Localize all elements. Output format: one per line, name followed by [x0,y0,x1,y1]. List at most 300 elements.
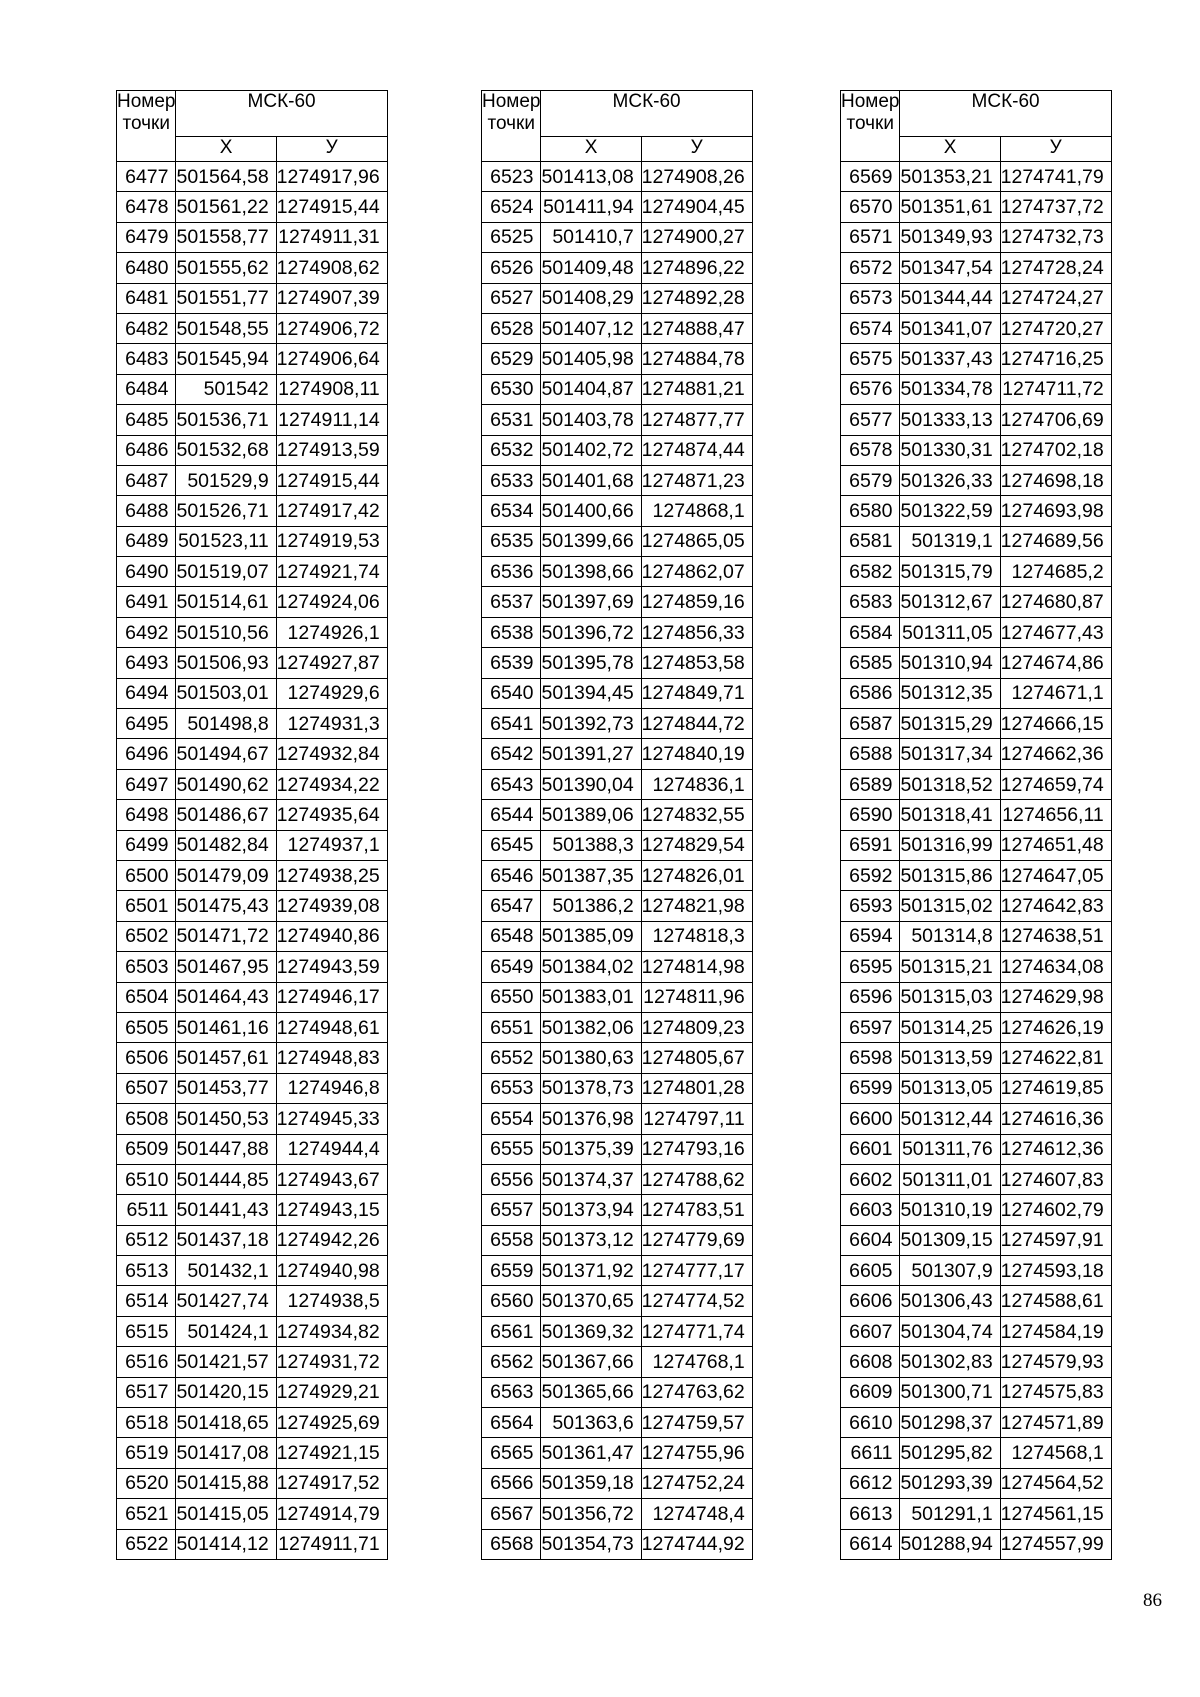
point-number-cell: 6572 [841,253,900,283]
table-row [841,587,1112,617]
y-cell: 1274829,54 [641,830,752,860]
y-cell: 1274755,96 [641,1438,752,1468]
point-number-cell: 6545 [482,830,541,860]
table-row [117,952,388,982]
x-cell: 501311,01 [900,1164,1000,1194]
point-number-cell: 6597 [841,1012,900,1042]
table-row [482,1256,753,1286]
x-cell: 501432,1 [176,1256,276,1286]
table-body [117,162,388,1560]
x-cell: 501551,77 [176,283,276,313]
point-number-cell: 6607 [841,1316,900,1346]
table-row [482,982,753,1012]
point-number-cell: 6483 [117,344,176,374]
y-cell: 1274768,1 [641,1347,752,1377]
table-row [841,1347,1112,1377]
y-cell: 1274877,77 [641,405,752,435]
table-row [117,1012,388,1042]
x-cell: 501408,29 [541,283,641,313]
point-number-cell: 6532 [482,435,541,465]
x-cell: 501461,16 [176,1012,276,1042]
x-cell: 501306,43 [900,1286,1000,1316]
y-cell: 1274579,93 [1000,1347,1111,1377]
x-cell: 501373,12 [541,1225,641,1255]
table-row [841,830,1112,860]
y-cell: 1274571,89 [1000,1408,1111,1438]
x-cell: 501386,2 [541,891,641,921]
point-number-cell: 6515 [117,1316,176,1346]
x-cell: 501548,55 [176,313,276,343]
table-row [117,1134,388,1164]
y-cell: 1274944,4 [276,1134,387,1164]
x-cell: 501295,82 [900,1438,1000,1468]
table-row [841,860,1112,890]
y-cell: 1274626,19 [1000,1012,1111,1042]
table-row [117,1043,388,1073]
table-row [117,1073,388,1103]
table-row [482,283,753,313]
table-row [117,648,388,678]
y-cell: 1274911,31 [276,222,387,252]
y-cell: 1274622,81 [1000,1043,1111,1073]
y-cell: 1274917,42 [276,496,387,526]
y-cell: 1274671,1 [1000,678,1111,708]
y-cell: 1274674,86 [1000,648,1111,678]
x-cell: 501427,74 [176,1286,276,1316]
x-cell: 501315,21 [900,952,1000,982]
point-number-cell: 6477 [117,162,176,192]
x-cell: 501304,74 [900,1316,1000,1346]
y-cell: 1274602,79 [1000,1195,1111,1225]
y-cell: 1274685,2 [1000,557,1111,587]
x-cell: 501310,94 [900,648,1000,678]
x-cell: 501503,01 [176,678,276,708]
coordinate-table-3 [840,90,1112,1560]
table-row [841,1408,1112,1438]
x-cell: 501314,8 [900,921,1000,951]
table-row [841,1377,1112,1407]
table-row [117,253,388,283]
table-row [482,313,753,343]
point-number-cell: 6530 [482,374,541,404]
x-cell: 501318,52 [900,769,1000,799]
x-cell: 501391,27 [541,739,641,769]
x-cell: 501420,15 [176,1377,276,1407]
x-cell: 501453,77 [176,1073,276,1103]
table-row [117,617,388,647]
y-cell: 1274926,1 [276,617,387,647]
point-number-cell: 6560 [482,1286,541,1316]
x-cell: 501526,71 [176,496,276,526]
point-number-cell: 6500 [117,860,176,890]
coord-system-header: МСК-60 [900,91,1111,137]
table-row [482,587,753,617]
table-row [117,800,388,830]
table-row [117,496,388,526]
table-row [841,283,1112,313]
x-cell: 501514,61 [176,587,276,617]
y-cell: 1274943,67 [276,1164,387,1194]
table-row [841,1225,1112,1255]
table-row [117,982,388,1012]
y-cell: 1274938,5 [276,1286,387,1316]
point-number-cell: 6513 [117,1256,176,1286]
y-cell: 1274948,83 [276,1043,387,1073]
x-cell: 501401,68 [541,465,641,495]
point-number-cell: 6486 [117,435,176,465]
x-cell: 501367,66 [541,1347,641,1377]
table-row [482,1073,753,1103]
table-row [117,1499,388,1529]
x-cell: 501415,88 [176,1468,276,1498]
x-cell: 501396,72 [541,617,641,647]
table-row [841,1073,1112,1103]
x-cell: 501300,71 [900,1377,1000,1407]
point-number-cell: 6479 [117,222,176,252]
x-cell: 501291,1 [900,1499,1000,1529]
point-number-cell: 6506 [117,1043,176,1073]
y-cell: 1274943,59 [276,952,387,982]
y-cell: 1274865,05 [641,526,752,556]
x-cell: 501318,41 [900,800,1000,830]
y-cell: 1274711,72 [1000,374,1111,404]
x-cell: 501450,53 [176,1104,276,1134]
table-row [482,739,753,769]
table-row [117,891,388,921]
table-row [482,435,753,465]
x-cell: 501310,19 [900,1195,1000,1225]
x-header: Х [176,137,276,162]
table-row [482,648,753,678]
point-number-cell: 6562 [482,1347,541,1377]
table-row [482,1104,753,1134]
coord-system-header: МСК-60 [176,91,387,137]
x-cell: 501365,66 [541,1377,641,1407]
table-row [117,222,388,252]
table-row [482,952,753,982]
table-row [482,1347,753,1377]
y-cell: 1274939,08 [276,891,387,921]
y-cell: 1274931,72 [276,1347,387,1377]
y-cell: 1274938,25 [276,860,387,890]
table-row [482,1164,753,1194]
point-number-cell: 6496 [117,739,176,769]
y-cell: 1274917,96 [276,162,387,192]
point-number-cell: 6519 [117,1438,176,1468]
point-number-cell: 6595 [841,952,900,982]
point-number-cell: 6494 [117,678,176,708]
point-number-cell: 6499 [117,830,176,860]
point-number-cell: 6509 [117,1134,176,1164]
x-cell: 501375,39 [541,1134,641,1164]
table-row [117,557,388,587]
table-row [841,374,1112,404]
y-cell: 1274724,27 [1000,283,1111,313]
point-number-cell: 6559 [482,1256,541,1286]
point-number-cell: 6504 [117,982,176,1012]
y-cell: 1274853,58 [641,648,752,678]
point-number-cell: 6508 [117,1104,176,1134]
table-row [117,313,388,343]
table-row [482,1377,753,1407]
x-cell: 501298,37 [900,1408,1000,1438]
y-cell: 1274642,83 [1000,891,1111,921]
table-row [841,617,1112,647]
x-cell: 501421,57 [176,1347,276,1377]
table-row [482,344,753,374]
y-cell: 1274948,61 [276,1012,387,1042]
point-number-cell: 6592 [841,860,900,890]
point-number-cell: 6512 [117,1225,176,1255]
point-number-cell: 6586 [841,678,900,708]
table-row [841,678,1112,708]
y-cell: 1274896,22 [641,253,752,283]
y-cell: 1274702,18 [1000,435,1111,465]
table-row [117,860,388,890]
table-row [841,1286,1112,1316]
point-number-cell: 6543 [482,769,541,799]
table-row [482,253,753,283]
point-number-cell: 6587 [841,709,900,739]
x-cell: 501506,93 [176,648,276,678]
point-number-cell: 6521 [117,1499,176,1529]
x-cell: 501322,59 [900,496,1000,526]
x-cell: 501288,94 [900,1529,1000,1559]
point-number-cell: 6542 [482,739,541,769]
point-number-cell: 6608 [841,1347,900,1377]
table-row [117,192,388,222]
point-number-cell: 6614 [841,1529,900,1559]
y-cell: 1274921,74 [276,557,387,587]
table-row [841,526,1112,556]
x-cell: 501545,94 [176,344,276,374]
table-row [482,617,753,647]
x-cell: 501482,84 [176,830,276,860]
x-cell: 501341,07 [900,313,1000,343]
x-cell: 501409,48 [541,253,641,283]
table-row [841,1134,1112,1164]
y-cell: 1274774,52 [641,1286,752,1316]
x-cell: 501311,76 [900,1134,1000,1164]
table-row [117,283,388,313]
x-cell: 501347,54 [900,253,1000,283]
y-cell: 1274693,98 [1000,496,1111,526]
y-cell: 1274826,01 [641,860,752,890]
table-row [841,192,1112,222]
x-cell: 501376,98 [541,1104,641,1134]
x-cell: 501313,59 [900,1043,1000,1073]
x-header: Х [541,137,641,162]
y-cell: 1274741,79 [1000,162,1111,192]
point-number-cell: 6528 [482,313,541,343]
x-cell: 501356,72 [541,1499,641,1529]
table-row [117,1468,388,1498]
table-row [482,1225,753,1255]
point-number-cell: 6492 [117,617,176,647]
table-row [841,739,1112,769]
table-row [117,1377,388,1407]
y-cell: 1274914,79 [276,1499,387,1529]
y-cell: 1274783,51 [641,1195,752,1225]
table-row [117,739,388,769]
point-number-cell: 6548 [482,921,541,951]
point-number-cell: 6591 [841,830,900,860]
table-row [117,344,388,374]
point-number-cell: 6489 [117,526,176,556]
point-number-cell: 6535 [482,526,541,556]
point-number-cell: 6522 [117,1529,176,1559]
y-cell: 1274677,43 [1000,617,1111,647]
x-cell: 501369,32 [541,1316,641,1346]
x-cell: 501415,05 [176,1499,276,1529]
point-number-header: Номер точки [841,91,900,162]
y-cell: 1274647,05 [1000,860,1111,890]
table-row [482,860,753,890]
table-row [841,222,1112,252]
x-cell: 501309,15 [900,1225,1000,1255]
y-cell: 1274915,44 [276,465,387,495]
y-cell: 1274932,84 [276,739,387,769]
point-number-cell: 6588 [841,739,900,769]
x-cell: 501337,43 [900,344,1000,374]
table-row [117,1286,388,1316]
point-number-cell: 6569 [841,162,900,192]
x-cell: 501317,34 [900,739,1000,769]
table-row [117,1256,388,1286]
table-body [841,162,1112,1560]
y-cell: 1274929,21 [276,1377,387,1407]
x-cell: 501330,31 [900,435,1000,465]
y-cell: 1274638,51 [1000,921,1111,951]
y-cell: 1274911,14 [276,405,387,435]
table-row [841,1499,1112,1529]
y-cell: 1274862,07 [641,557,752,587]
x-cell: 501315,79 [900,557,1000,587]
point-number-cell: 6570 [841,192,900,222]
point-number-cell: 6583 [841,587,900,617]
point-number-cell: 6612 [841,1468,900,1498]
x-cell: 501311,05 [900,617,1000,647]
y-cell: 1274934,82 [276,1316,387,1346]
x-cell: 501413,08 [541,162,641,192]
x-cell: 501344,44 [900,283,1000,313]
point-number-cell: 6604 [841,1225,900,1255]
x-cell: 501315,86 [900,860,1000,890]
table-row [117,1347,388,1377]
y-cell: 1274907,39 [276,283,387,313]
point-number-cell: 6526 [482,253,541,283]
x-cell: 501403,78 [541,405,641,435]
y-cell: 1274911,71 [276,1529,387,1559]
y-header: У [276,137,387,162]
point-number-cell: 6581 [841,526,900,556]
point-number-cell: 6482 [117,313,176,343]
point-number-cell: 6497 [117,769,176,799]
x-cell: 501410,7 [541,222,641,252]
table-row [117,405,388,435]
table-row [117,1408,388,1438]
table-row [841,1043,1112,1073]
table-row [117,921,388,951]
point-number-cell: 6606 [841,1286,900,1316]
y-cell: 1274892,28 [641,283,752,313]
point-number-cell: 6598 [841,1043,900,1073]
point-number-cell: 6579 [841,465,900,495]
y-cell: 1274788,62 [641,1164,752,1194]
point-number-cell: 6493 [117,648,176,678]
table-row [117,830,388,860]
y-cell: 1274720,27 [1000,313,1111,343]
table-row [841,405,1112,435]
point-number-cell: 6550 [482,982,541,1012]
x-cell: 501333,13 [900,405,1000,435]
table-row [841,982,1112,1012]
y-header: У [641,137,752,162]
table-row [117,1104,388,1134]
point-number-cell: 6511 [117,1195,176,1225]
point-number-cell: 6549 [482,952,541,982]
table-row [841,709,1112,739]
table-row [841,1164,1112,1194]
y-cell: 1274840,19 [641,739,752,769]
point-number-header: Номер точки [482,91,541,162]
x-cell: 501444,85 [176,1164,276,1194]
point-number-cell: 6488 [117,496,176,526]
point-number-cell: 6547 [482,891,541,921]
y-cell: 1274716,25 [1000,344,1111,374]
table-row [482,709,753,739]
x-cell: 501302,83 [900,1347,1000,1377]
point-number-cell: 6524 [482,192,541,222]
x-cell: 501354,73 [541,1529,641,1559]
y-header: У [1000,137,1111,162]
x-header: Х [900,137,1000,162]
point-number-cell: 6480 [117,253,176,283]
y-cell: 1274942,26 [276,1225,387,1255]
coordinate-table-1 [116,90,388,1560]
y-cell: 1274607,83 [1000,1164,1111,1194]
point-number-cell: 6582 [841,557,900,587]
y-cell: 1274915,44 [276,192,387,222]
y-cell: 1274612,36 [1000,1134,1111,1164]
y-cell: 1274821,98 [641,891,752,921]
point-number-cell: 6538 [482,617,541,647]
x-cell: 501371,92 [541,1256,641,1286]
coordinate-table-2 [481,90,753,1560]
point-number-cell: 6503 [117,952,176,982]
x-cell: 501313,05 [900,1073,1000,1103]
y-cell: 1274832,55 [641,800,752,830]
x-cell: 501384,02 [541,952,641,982]
point-number-cell: 6546 [482,860,541,890]
table-row [482,1043,753,1073]
table-row [482,405,753,435]
table-row [841,1438,1112,1468]
y-cell: 1274666,15 [1000,709,1111,739]
y-cell: 1274634,08 [1000,952,1111,982]
y-cell: 1274924,06 [276,587,387,617]
y-cell: 1274945,33 [276,1104,387,1134]
point-number-cell: 6576 [841,374,900,404]
x-cell: 501326,33 [900,465,1000,495]
y-cell: 1274946,17 [276,982,387,1012]
table-row [482,830,753,860]
x-cell: 501397,69 [541,587,641,617]
point-number-cell: 6490 [117,557,176,587]
y-cell: 1274793,16 [641,1134,752,1164]
table-row [482,465,753,495]
y-cell: 1274906,72 [276,313,387,343]
